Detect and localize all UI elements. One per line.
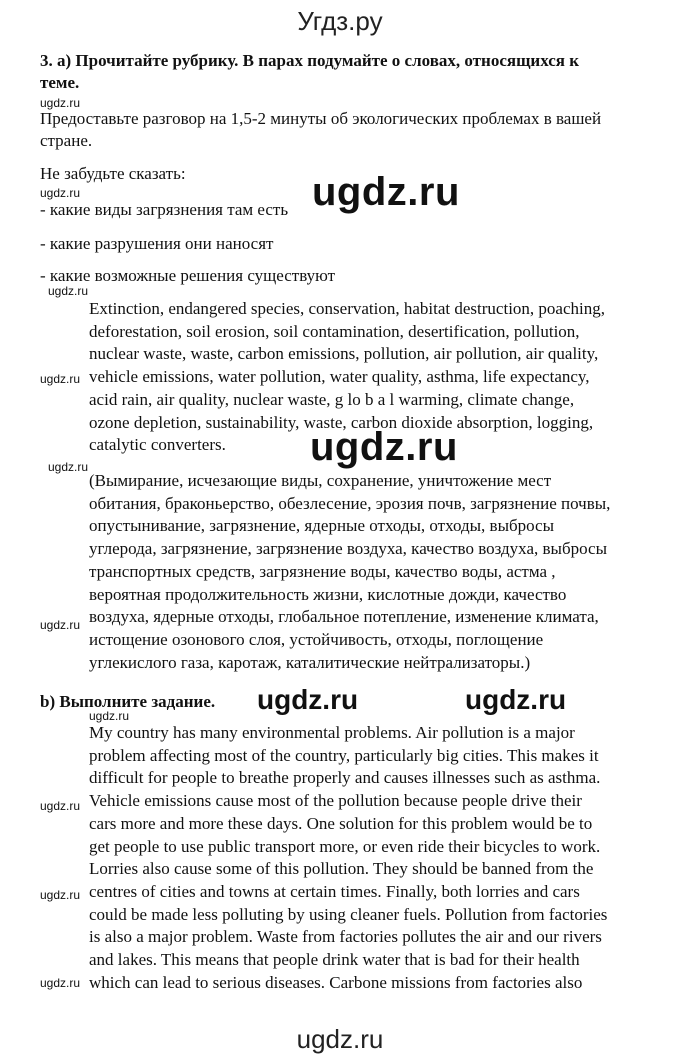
answer-line: is also a major problem. Waste from factories pollutes the air and our rivers <box>89 927 602 947</box>
instruction-line1: Предоставьте разговор на 1,5-2 минуты об экологических проблемах в вашей <box>40 109 602 128</box>
watermark-mid: ugdz.ru <box>465 684 567 715</box>
watermark-small: ugdz.ru <box>89 709 130 723</box>
task-b-heading: b) Выполните задание. <box>40 692 216 711</box>
translation-line: (Вымирание, исчезающие виды, сохранение, уничтожение мест <box>89 471 552 490</box>
watermark-small: ugdz.ru <box>40 372 81 386</box>
watermark-mid: ugdz.ru <box>257 684 359 715</box>
answer-line: Vehicle emissions cause most of the pollution because people drive their <box>89 791 582 811</box>
word-list-line: nuclear waste, waste, carbon emissions, pollution, air pollution, air quality, <box>89 344 599 364</box>
task-a-heading-line1: 3. a) Прочитайте рубрику. В парах подумайте о словах, относящихся к <box>40 51 580 70</box>
answer-line: Lorries also cause some of this pollution. They should be banned from the <box>89 859 594 879</box>
point-item: - какие разрушения они наносят <box>40 234 274 253</box>
answer-line: and lakes. This means that people drink water that is bad for their health <box>89 950 580 970</box>
watermark-small: ugdz.ru <box>40 976 81 990</box>
translation-line: опустынивание, загрязнение, ядерные отходы, отходы, выбросы <box>89 516 555 536</box>
word-list-line: ozone depletion, sustainability, waste, carbon dioxide absorption, logging, <box>89 412 594 432</box>
watermark-small: ugdz.ru <box>40 618 81 632</box>
watermark-small: ugdz.ru <box>48 284 89 298</box>
russian-word-list <box>89 470 610 674</box>
instruction-line2: стране. <box>40 131 93 150</box>
answer-text <box>89 722 607 994</box>
word-list-line: deforestation, soil erosion, soil contamination, desertification, pollution, <box>89 321 580 341</box>
watermark-small: ugdz.ru <box>40 96 81 110</box>
translation-line: обитания, браконьерство, обезлесение, эрозия почв, загрязнение почвы, <box>89 493 611 513</box>
watermark-big: ugdz.ru <box>312 170 460 214</box>
translation-line: вероятная продолжительность жизни, кислотные дожди, качество <box>89 584 567 604</box>
answer-line: difficult for people to breathe properly and causes illnesses such as asthma. <box>89 768 601 788</box>
site-title: Угдз.ру <box>297 6 383 36</box>
point-item: - какие возможные решения существуют <box>40 266 336 285</box>
watermark-small: ugdz.ru <box>48 460 89 474</box>
translation-line: углерода, загрязнение, загрязнение воздуха, качество воздуха, выбросы <box>89 539 607 559</box>
answer-line: get people to use public transport more, or even ride their bicycles to work. <box>89 836 601 856</box>
reminder-text: Не забудьте сказать: <box>40 164 186 183</box>
word-list-line: acid rain, air quality, nuclear waste, g lo b a l warming, climate change, <box>89 389 575 409</box>
task-a-heading-line2: теме. <box>40 73 80 92</box>
watermark-small: ugdz.ru <box>40 186 81 200</box>
site-footer: ugdz.ru <box>296 1024 384 1054</box>
point-item: - какие виды загрязнения там есть <box>40 200 289 219</box>
answer-line: cars more and more these days. One solution for this problem would be to <box>89 813 593 833</box>
translation-line: истощение озонового слоя, устойчивость, отходы, поглощение <box>89 629 544 649</box>
word-list-line: vehicle emissions, water pollution, water quality, asthma, life expectancy, <box>89 367 590 387</box>
translation-line: углекислого газа, каротаж, каталитические нейтрализаторы.) <box>89 652 531 672</box>
answer-line: problem affecting most of the country, particularly big cities. This makes it <box>89 745 599 765</box>
answer-line: centres of cities and towns at certain times. Finally, both lorries and cars <box>89 881 580 901</box>
watermark-small: ugdz.ru <box>40 799 81 813</box>
watermark-small: ugdz.ru <box>40 888 81 902</box>
translation-line: транспортных средств, загрязнение воды, качество воды, астма , <box>89 561 556 581</box>
watermark-big: ugdz.ru <box>310 425 458 469</box>
word-list-line: catalytic converters. <box>89 435 226 455</box>
answer-line: which can lead to serious diseases. Carbone missions from factories also <box>89 972 583 992</box>
answer-line: could be made less polluting by using cleaner fuels. Pollution from factories <box>89 904 608 924</box>
answer-line: My country has many environmental problems. Air pollution is a major <box>89 723 575 742</box>
word-list-line: Extinction, endangered species, conservation, habitat destruction, poaching, <box>89 299 605 318</box>
translation-line: воздуха, ядерные отходы, глобальное потепление, изменение климата, <box>89 607 599 627</box>
